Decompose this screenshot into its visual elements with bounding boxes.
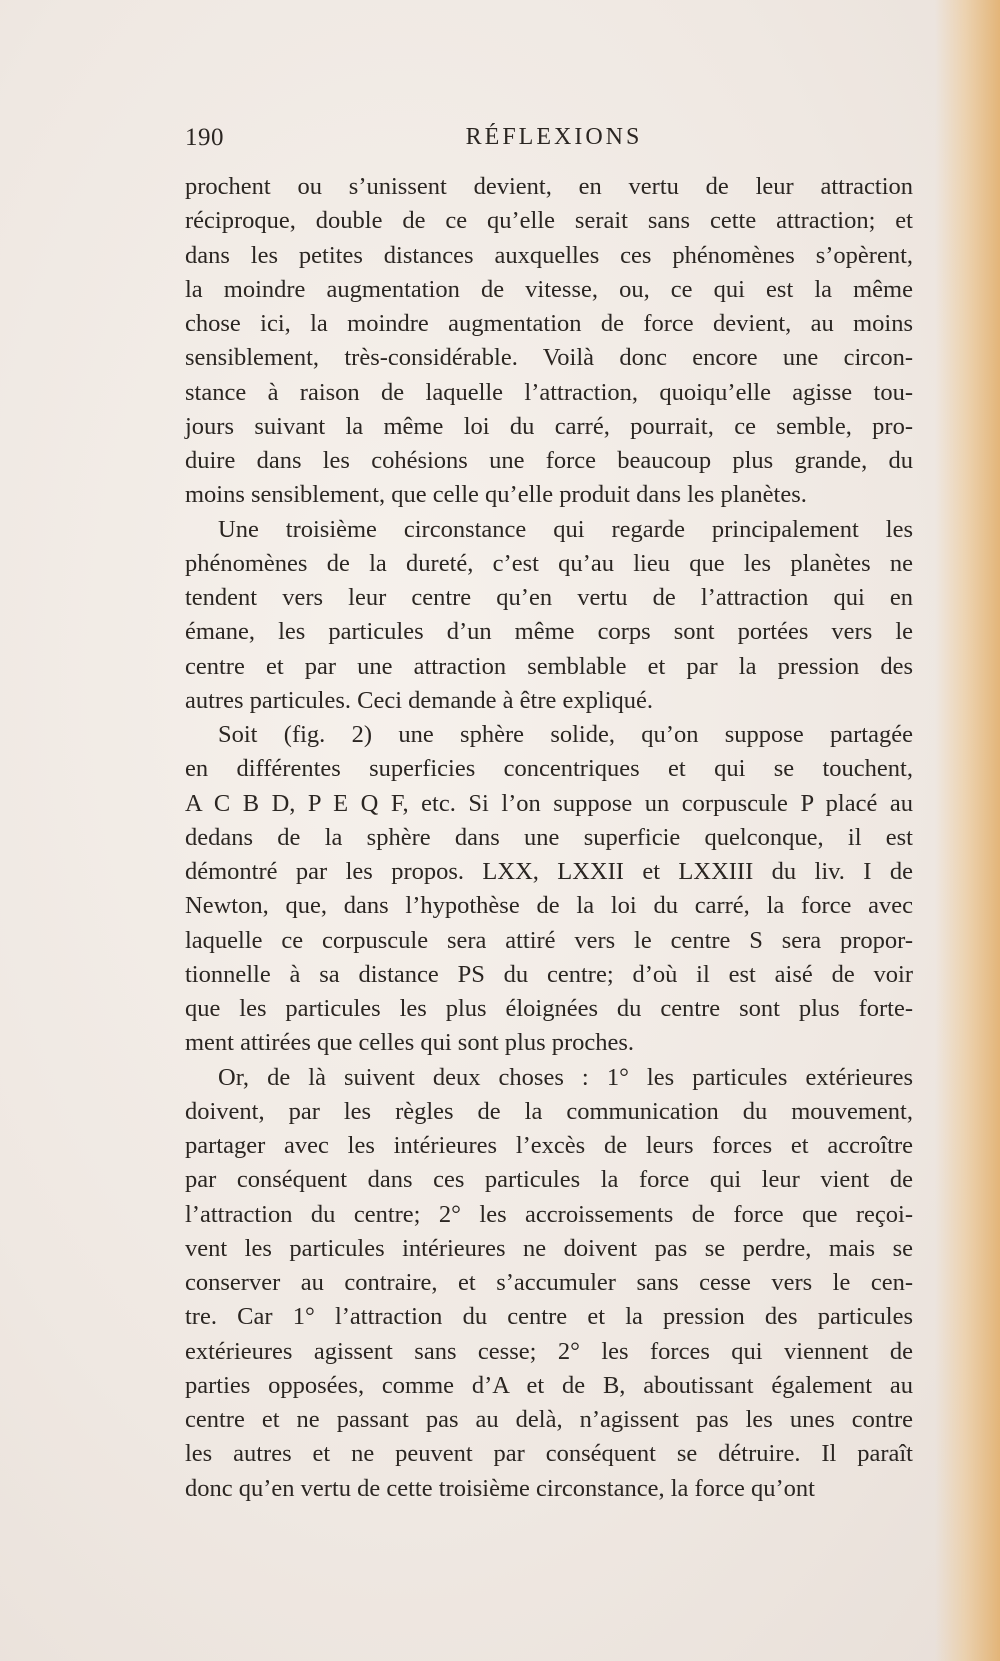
page-header [185, 124, 913, 158]
text-line: ment attirées que celles qui sont plus proches. [185, 1029, 635, 1057]
text-line: la moindre augmentation de vitesse, ou, ce qui est la même [185, 275, 913, 303]
text-line: doivent, par les règles de la communication du mouvement, [185, 1097, 913, 1125]
text-line: l’attraction du centre; 2° les accroissements de force que reçoi- [185, 1200, 913, 1228]
text-line: partager avec les intérieures l’excès de leurs forces et accroître [185, 1132, 913, 1159]
text-line: sensiblement, très-considérable. Voilà donc encore une circon- [185, 344, 913, 372]
text-line: Soit (fig. 2) une sphère solide, qu’on suppose partagée [218, 721, 913, 748]
text-line: duire dans les cohésions une force beaucoup plus grande, du [185, 447, 913, 474]
text-line: centre et ne passant pas au delà, n’agissent pas les unes contre [185, 1406, 913, 1433]
text-line: tendent vers leur centre qu’en vertu de l’attraction qui en [185, 584, 913, 611]
text-line: tre. Car 1° l’attraction du centre et la pression des particules [185, 1303, 913, 1331]
text-line: A C B D, P E Q F, etc. Si l’on suppose un corpuscule P placé au [185, 789, 913, 817]
text-line: les autres et ne peuvent par conséquent se détruire. Il paraît [185, 1440, 913, 1468]
text-line: chose ici, la moindre augmentation de force devient, au moins [185, 310, 913, 337]
body-text [185, 170, 913, 1506]
text-line: parties opposées, comme d’A et de B, aboutissant également au [185, 1371, 913, 1399]
running-head: RÉFLEXIONS [465, 124, 643, 150]
text-line: tionnelle à sa distance PS du centre; d’où il est aisé de voir [185, 960, 913, 988]
text-line: autres particules. Ceci demande à être expliqué. [185, 686, 654, 714]
text-line: émane, les particules d’un même corps sont portées vers le [185, 618, 913, 646]
text-line: Une troisième circonstance qui regarde principalement les [218, 515, 913, 543]
text-line: prochent ou s’unissent devient, en vertu de leur attraction [185, 173, 913, 200]
text-line: stance à raison de laquelle l’attraction, quoiqu’elle agisse tou- [185, 378, 913, 406]
text-line: dedans de la sphère dans une superficie quelconque, il est [185, 823, 913, 851]
text-line: donc qu’en vertu de cette troisième circonstance, la force qu’ont [185, 1474, 815, 1502]
text-line: conserver au contraire, et s’accumuler sans cesse vers le cen- [185, 1269, 913, 1296]
text-line: dans les petites distances auxquelles ces phénomènes s’opèrent, [185, 241, 913, 269]
text-line: moins sensiblement, que celle qu’elle produit dans les planètes. [185, 481, 807, 509]
text-line: jours suivant la même loi du carré, pourrait, ce semble, pro- [185, 412, 913, 440]
text-line: par conséquent dans ces particules la force qui leur vient de [185, 1166, 913, 1194]
text-line: centre et par une attraction semblable et par la pression des [185, 652, 913, 680]
text-line: phénomènes de la dureté, c’est qu’au lieu que les planètes ne [185, 549, 913, 577]
text-line: en différentes superficies concentriques et qui se touchent, [185, 755, 913, 783]
text-line: que les particules les plus éloignées du centre sont plus forte- [185, 995, 913, 1022]
text-line: vent les particules intérieures ne doivent pas se perdre, mais se [185, 1234, 913, 1262]
page-number: 190 [185, 124, 224, 151]
text-line: Newton, que, dans l’hypothèse de la loi du carré, la force avec [185, 892, 913, 920]
text-line: extérieures agissent sans cesse; 2° les forces qui viennent de [185, 1337, 913, 1365]
text-line: réciproque, double de ce qu’elle serait sans cette attraction; et [185, 207, 913, 235]
text-line: laquelle ce corpuscule sera attiré vers le centre S sera propor- [185, 926, 913, 954]
text-line: démontré par les propos. LXX, LXXII et LXXIII du liv. I de [185, 858, 913, 885]
text-line: Or, de là suivent deux choses : 1° les particules extérieures [218, 1063, 913, 1091]
